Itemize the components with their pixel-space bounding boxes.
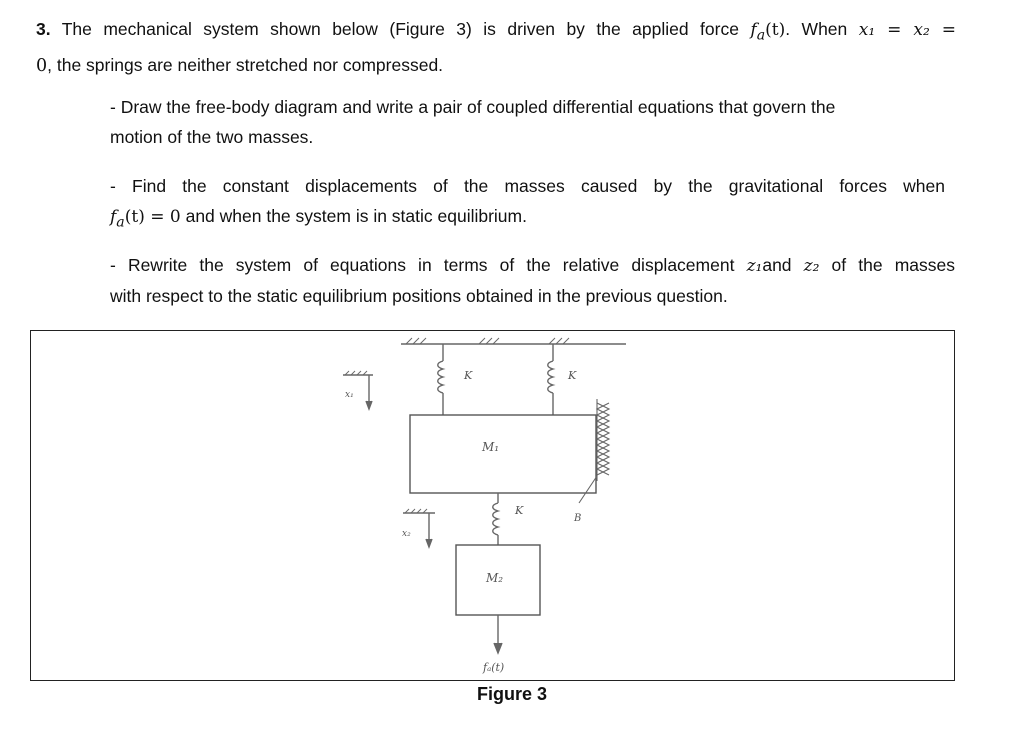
label-b: B: [574, 513, 582, 524]
spring-left: [438, 344, 443, 415]
zero-value: 0: [36, 56, 48, 77]
ceiling-hatch: [406, 338, 569, 344]
bullet-1-line-2: motion of the two masses.: [110, 127, 314, 147]
spring-right: [548, 344, 553, 415]
bullet-2-line-2: [110, 201, 945, 237]
mass-1-block: [410, 415, 596, 493]
bullet-3-line-2: with respect to the static equilibrium positions obtained in the previous question.: [110, 286, 728, 306]
figure-caption: Figure 3: [476, 684, 547, 704]
z1-symbol: z₁: [746, 256, 763, 276]
equation-x1-x2: x₁ = x₂ =: [858, 20, 956, 40]
label-k-left: K: [464, 369, 473, 382]
problem-statement: [36, 14, 956, 81]
force-symbol-2: $f_a(t) = 0$: [110, 207, 181, 231]
problem-line-1: [36, 14, 956, 50]
label-force: fₐ(t): [483, 661, 505, 674]
label-x1: x₁: [345, 390, 354, 400]
problem-text-when: . When: [785, 19, 859, 39]
label-m2: M₂: [486, 571, 504, 585]
figure-frame: [30, 330, 955, 681]
bullet-3: [110, 250, 955, 311]
label-k-middle: K: [515, 504, 524, 517]
spring-middle: [493, 493, 498, 545]
force-arrow-head: [494, 643, 502, 653]
bullet-2-text: and when the system is in static equilibrium.: [180, 206, 527, 226]
bullet-3-line-1: - Rewrite the system of equations in terms of the relative displacement z₁and z₂ of the masses: [110, 255, 955, 276]
problem-line-2: [36, 50, 956, 81]
label-m1: M₁: [482, 440, 500, 454]
z2-symbol: z₂: [803, 256, 820, 276]
bullet-2: [110, 171, 945, 237]
label-x2: x₂: [402, 529, 411, 539]
label-k-right: K: [568, 369, 577, 382]
force-symbol: $f_a(t)$: [750, 20, 786, 44]
problem-number: 3.: [36, 19, 51, 39]
mechanical-diagram: [31, 331, 956, 682]
bullet-1: [110, 92, 955, 152]
problem-text-1: The mechanical system shown below (Figure 3) is driven by the applied force: [50, 19, 751, 39]
bullet-1-line-1: - Draw the free-body diagram and write a pair of coupled differential equations that govern the: [110, 97, 836, 117]
problem-text-2: , the springs are neither stretched nor compressed.: [47, 55, 444, 76]
bullet-2-line-1: - Find the constant displacements of the masses caused by the gravitational forces when: [110, 176, 945, 196]
